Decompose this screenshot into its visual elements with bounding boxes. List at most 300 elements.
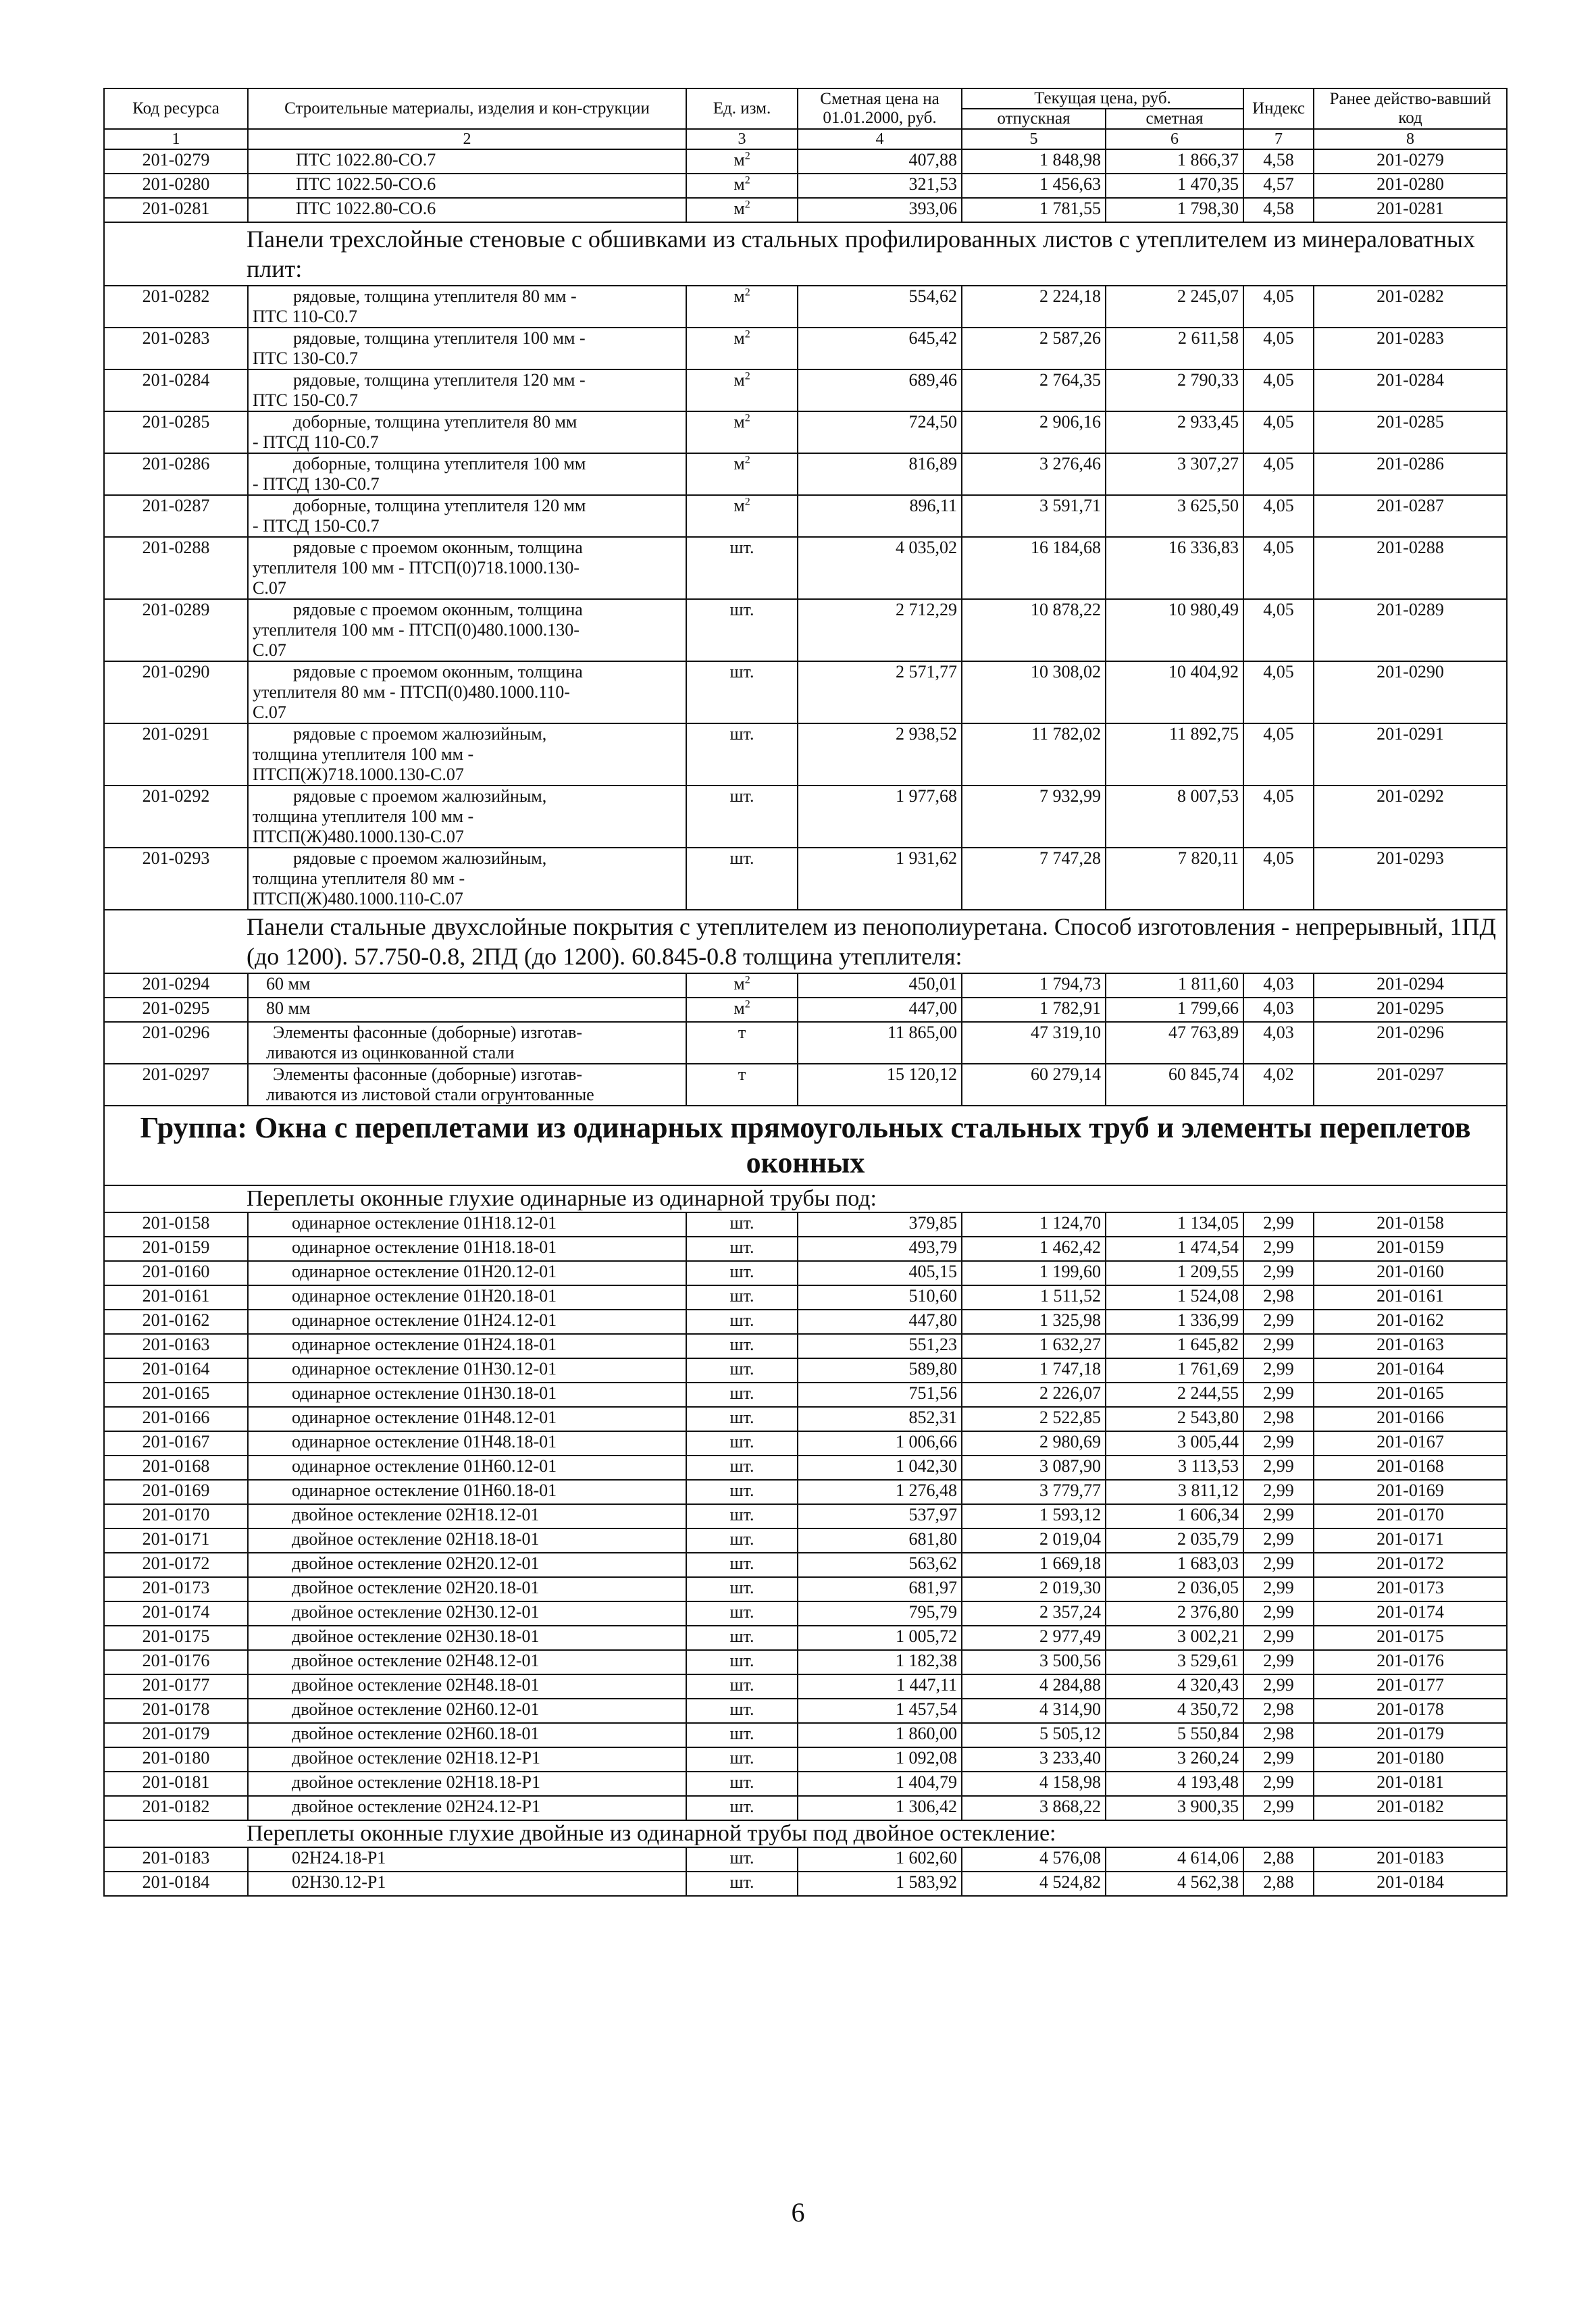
prev-code-cell: 201-0172 xyxy=(1314,1553,1507,1577)
name-line: рядовые с проемом оконным, толщина xyxy=(293,538,583,557)
estimate-price-cell: 4 193,48 xyxy=(1106,1772,1243,1796)
release-price-cell: 4 314,90 xyxy=(962,1699,1106,1723)
unit-cell: шт. xyxy=(686,1601,798,1626)
prev-code-cell: 201-0297 xyxy=(1314,1064,1507,1106)
code-cell: 201-0282 xyxy=(104,286,248,328)
col-number: 5 xyxy=(962,129,1106,149)
table-row xyxy=(104,1456,1507,1480)
name-line: рядовые, толщина утеплителя 100 мм - xyxy=(293,328,586,348)
price-cell: 393,06 xyxy=(798,198,962,222)
unit-cell xyxy=(686,848,798,910)
estimate-price-cell: 60 845,74 xyxy=(1106,1064,1243,1106)
code-cell: 201-0283 xyxy=(104,328,248,369)
code-cell: 201-0158 xyxy=(104,1212,248,1237)
unit-label: м xyxy=(733,454,745,473)
unit-cell xyxy=(686,786,798,848)
name-cell: двойное остекление 02Н20.18-01 xyxy=(248,1577,686,1601)
estimate-price-cell: 1 606,34 xyxy=(1106,1504,1243,1528)
price-cell: 1 404,79 xyxy=(798,1772,962,1796)
code-cell: 201-0177 xyxy=(104,1674,248,1699)
name-line: рядовые с проемом жалюзийным, xyxy=(293,724,547,744)
estimate-price-cell: 2 244,55 xyxy=(1106,1383,1243,1407)
release-price-cell: 1 794,73 xyxy=(962,973,1106,998)
index-cell: 2,99 xyxy=(1243,1431,1314,1456)
price-cell: 2 712,29 xyxy=(798,599,962,661)
code-cell: 201-0287 xyxy=(104,495,248,537)
code-cell: 201-0167 xyxy=(104,1431,248,1456)
unit-exponent: 2 xyxy=(744,454,750,466)
unit-exponent: 2 xyxy=(744,286,750,299)
estimate-price-cell: 2 543,80 xyxy=(1106,1407,1243,1431)
name-line: 60 мм xyxy=(266,974,311,994)
unit-label: шт. xyxy=(729,786,754,806)
release-price-cell: 16 184,68 xyxy=(962,537,1106,599)
prev-code-cell: 201-0175 xyxy=(1314,1626,1507,1650)
name-line: утеплителя 80 мм - ПТСП(0)480.1000.110- xyxy=(253,682,570,702)
table-row xyxy=(104,1285,1507,1310)
unit-exponent: 2 xyxy=(744,199,750,211)
price-cell: 551,23 xyxy=(798,1334,962,1358)
estimate-price-cell: 1 470,35 xyxy=(1106,174,1243,198)
unit-cell xyxy=(686,1064,798,1106)
unit-exponent: 2 xyxy=(744,496,750,508)
unit-cell xyxy=(686,198,798,222)
table-row xyxy=(104,328,1507,369)
index-cell: 2,99 xyxy=(1243,1212,1314,1237)
name-cell: одинарное остекление 01Н24.12-01 xyxy=(248,1310,686,1334)
prev-code-cell: 201-0176 xyxy=(1314,1650,1507,1674)
estimate-price-cell: 3 002,21 xyxy=(1106,1626,1243,1650)
unit-cell: шт. xyxy=(686,1796,798,1820)
name-cell xyxy=(248,537,686,599)
price-cell: 450,01 xyxy=(798,973,962,998)
unit-label: м xyxy=(733,286,745,306)
code-cell: 201-0163 xyxy=(104,1334,248,1358)
price-cell: 589,80 xyxy=(798,1358,962,1383)
code-cell: 201-0173 xyxy=(104,1577,248,1601)
estimate-price-cell: 4 350,72 xyxy=(1106,1699,1243,1723)
prev-code-cell: 201-0164 xyxy=(1314,1358,1507,1383)
unit-label: м xyxy=(733,998,745,1018)
index-cell: 2,99 xyxy=(1243,1358,1314,1383)
name-cell xyxy=(248,723,686,786)
release-price-cell: 3 087,90 xyxy=(962,1456,1106,1480)
release-price-cell: 3 500,56 xyxy=(962,1650,1106,1674)
estimate-price-cell: 3 900,35 xyxy=(1106,1796,1243,1820)
estimate-price-cell: 3 113,53 xyxy=(1106,1456,1243,1480)
name-cell: ПТС 1022.80-СО.7 xyxy=(248,149,686,174)
release-price-cell: 1 848,98 xyxy=(962,149,1106,174)
name-cell: одинарное остекление 01Н30.12-01 xyxy=(248,1358,686,1383)
price-cell: 11 865,00 xyxy=(798,1022,962,1064)
prev-code-cell: 201-0168 xyxy=(1314,1456,1507,1480)
unit-cell xyxy=(686,453,798,495)
prev-code-cell: 201-0170 xyxy=(1314,1504,1507,1528)
release-price-cell: 60 279,14 xyxy=(962,1064,1106,1106)
name-cell: двойное остекление 02Н48.12-01 xyxy=(248,1650,686,1674)
table-row xyxy=(104,599,1507,661)
index-cell: 4,02 xyxy=(1243,1064,1314,1106)
release-price-cell: 1 781,55 xyxy=(962,198,1106,222)
name-cell: одинарное остекление 01Н18.18-01 xyxy=(248,1237,686,1261)
index-cell: 2,99 xyxy=(1243,1601,1314,1626)
unit-cell xyxy=(686,661,798,723)
price-table xyxy=(103,88,1508,1897)
name-line: толщина утеплителя 80 мм - xyxy=(253,869,465,888)
name-line: ПТСП(Ж)718.1000.130-С.07 xyxy=(253,765,464,784)
name-cell xyxy=(248,495,686,537)
table-row xyxy=(104,149,1507,174)
name-cell: одинарное остекление 01Н20.18-01 xyxy=(248,1285,686,1310)
name-cell xyxy=(248,998,686,1022)
prev-code-cell: 201-0288 xyxy=(1314,537,1507,599)
table-row xyxy=(104,786,1507,848)
price-table-sheet xyxy=(103,88,1506,1897)
code-cell: 201-0294 xyxy=(104,973,248,998)
code-cell: 201-0288 xyxy=(104,537,248,599)
release-price-cell: 1 199,60 xyxy=(962,1261,1106,1285)
unit-cell: шт. xyxy=(686,1285,798,1310)
code-cell: 201-0164 xyxy=(104,1358,248,1383)
table-row xyxy=(104,1847,1507,1872)
name-cell xyxy=(248,328,686,369)
name-cell: одинарное остекление 01Н30.18-01 xyxy=(248,1383,686,1407)
estimate-price-cell: 1 683,03 xyxy=(1106,1553,1243,1577)
group-title-row xyxy=(104,1106,1507,1185)
unit-cell: шт. xyxy=(686,1650,798,1674)
table-row xyxy=(104,1310,1507,1334)
index-cell: 4,03 xyxy=(1243,973,1314,998)
price-cell: 645,42 xyxy=(798,328,962,369)
prev-code-cell: 201-0159 xyxy=(1314,1237,1507,1261)
estimate-price-cell: 1 134,05 xyxy=(1106,1212,1243,1237)
name-line: утеплителя 100 мм - ПТСП(0)718.1000.130- xyxy=(253,558,580,577)
unit-label: м xyxy=(733,199,745,218)
table-row xyxy=(104,198,1507,222)
index-cell: 4,05 xyxy=(1243,723,1314,786)
estimate-price-cell: 4 320,43 xyxy=(1106,1674,1243,1699)
name-line: 80 мм xyxy=(266,998,311,1018)
table-row xyxy=(104,411,1507,453)
unit-cell: шт. xyxy=(686,1747,798,1772)
estimate-price-cell: 1 798,30 xyxy=(1106,198,1243,222)
price-cell: 1 583,92 xyxy=(798,1872,962,1896)
prev-code-cell: 201-0291 xyxy=(1314,723,1507,786)
prev-code-cell: 201-0183 xyxy=(1314,1847,1507,1872)
release-price-cell: 3 779,77 xyxy=(962,1480,1106,1504)
index-cell: 2,99 xyxy=(1243,1237,1314,1261)
index-cell: 2,99 xyxy=(1243,1528,1314,1553)
name-cell: двойное остекление 02Н48.18-01 xyxy=(248,1674,686,1699)
table-row xyxy=(104,1699,1507,1723)
name-cell: ПТС 1022.50-СО.6 xyxy=(248,174,686,198)
index-cell: 4,57 xyxy=(1243,174,1314,198)
name-cell: двойное остекление 02Н20.12-01 xyxy=(248,1553,686,1577)
column-number-row xyxy=(104,129,1507,149)
prev-code-cell: 201-0171 xyxy=(1314,1528,1507,1553)
price-cell: 1 447,11 xyxy=(798,1674,962,1699)
unit-cell xyxy=(686,723,798,786)
unit-cell: шт. xyxy=(686,1577,798,1601)
index-cell: 2,99 xyxy=(1243,1747,1314,1772)
name-line: С.07 xyxy=(253,578,286,598)
unit-cell: шт. xyxy=(686,1847,798,1872)
code-cell: 201-0175 xyxy=(104,1626,248,1650)
table-row xyxy=(104,1747,1507,1772)
release-price-cell: 2 019,04 xyxy=(962,1528,1106,1553)
index-cell: 2,88 xyxy=(1243,1872,1314,1896)
price-cell: 1 931,62 xyxy=(798,848,962,910)
code-cell: 201-0286 xyxy=(104,453,248,495)
estimate-price-cell: 3 811,12 xyxy=(1106,1480,1243,1504)
estimate-price-cell: 1 336,99 xyxy=(1106,1310,1243,1334)
unit-label: шт. xyxy=(729,724,754,744)
table-row xyxy=(104,1407,1507,1431)
header-unit: Ед. изм. xyxy=(686,88,798,129)
index-cell: 4,03 xyxy=(1243,998,1314,1022)
code-cell: 201-0290 xyxy=(104,661,248,723)
table-row xyxy=(104,537,1507,599)
table-row xyxy=(104,848,1507,910)
index-cell: 4,05 xyxy=(1243,537,1314,599)
header-estimate: сметная xyxy=(1106,109,1243,129)
name-cell: одинарное остекление 01Н60.12-01 xyxy=(248,1456,686,1480)
name-line: С.07 xyxy=(253,702,286,722)
unit-exponent: 2 xyxy=(744,412,750,424)
price-cell: 1 092,08 xyxy=(798,1747,962,1772)
price-cell: 15 120,12 xyxy=(798,1064,962,1106)
prev-code-cell: 201-0160 xyxy=(1314,1261,1507,1285)
estimate-price-cell: 2 790,33 xyxy=(1106,369,1243,411)
unit-cell xyxy=(686,1022,798,1064)
prev-code-cell: 201-0295 xyxy=(1314,998,1507,1022)
estimate-price-cell: 1 524,08 xyxy=(1106,1285,1243,1310)
unit-label: м xyxy=(733,150,745,170)
price-cell: 1 457,54 xyxy=(798,1699,962,1723)
release-price-cell: 1 593,12 xyxy=(962,1504,1106,1528)
estimate-price-cell: 5 550,84 xyxy=(1106,1723,1243,1747)
code-cell: 201-0289 xyxy=(104,599,248,661)
subsection-heading-row xyxy=(104,1820,1507,1847)
release-price-cell: 2 906,16 xyxy=(962,411,1106,453)
index-cell: 2,99 xyxy=(1243,1334,1314,1358)
price-cell: 1 306,42 xyxy=(798,1796,962,1820)
table-row xyxy=(104,1650,1507,1674)
index-cell: 2,99 xyxy=(1243,1796,1314,1820)
code-cell: 201-0184 xyxy=(104,1872,248,1896)
price-cell: 405,15 xyxy=(798,1261,962,1285)
table-row xyxy=(104,1626,1507,1650)
price-cell: 1 006,66 xyxy=(798,1431,962,1456)
index-cell: 2,88 xyxy=(1243,1847,1314,1872)
release-price-cell: 2 522,85 xyxy=(962,1407,1106,1431)
release-price-cell: 1 325,98 xyxy=(962,1310,1106,1334)
index-cell: 2,99 xyxy=(1243,1310,1314,1334)
estimate-price-cell: 1 799,66 xyxy=(1106,998,1243,1022)
col-number: 7 xyxy=(1243,129,1314,149)
prev-code-cell: 201-0284 xyxy=(1314,369,1507,411)
table-row xyxy=(104,495,1507,537)
prev-code-cell: 201-0181 xyxy=(1314,1772,1507,1796)
unit-cell: шт. xyxy=(686,1872,798,1896)
col-number: 1 xyxy=(104,129,248,149)
name-cell: двойное остекление 02Н18.18-01 xyxy=(248,1528,686,1553)
name-line: рядовые с проемом оконным, толщина xyxy=(293,600,583,619)
release-price-cell: 2 226,07 xyxy=(962,1383,1106,1407)
unit-cell: шт. xyxy=(686,1456,798,1480)
section-heading-row xyxy=(104,222,1507,286)
unit-exponent: 2 xyxy=(744,328,750,340)
name-cell: двойное остекление 02Н60.18-01 xyxy=(248,1723,686,1747)
price-cell: 4 035,02 xyxy=(798,537,962,599)
name-line: ПТС 150-С0.7 xyxy=(253,390,358,410)
name-cell xyxy=(248,661,686,723)
price-cell: 563,62 xyxy=(798,1553,962,1577)
name-cell: одинарное остекление 01Н24.18-01 xyxy=(248,1334,686,1358)
code-cell: 201-0293 xyxy=(104,848,248,910)
prev-code-cell: 201-0162 xyxy=(1314,1310,1507,1334)
price-cell: 751,56 xyxy=(798,1383,962,1407)
release-price-cell: 5 505,12 xyxy=(962,1723,1106,1747)
code-cell: 201-0296 xyxy=(104,1022,248,1064)
unit-cell: шт. xyxy=(686,1772,798,1796)
code-cell: 201-0292 xyxy=(104,786,248,848)
index-cell: 4,05 xyxy=(1243,786,1314,848)
prev-code-cell: 201-0169 xyxy=(1314,1480,1507,1504)
table-row xyxy=(104,1553,1507,1577)
table-row xyxy=(104,1431,1507,1456)
code-cell: 201-0165 xyxy=(104,1383,248,1407)
prev-code-cell: 201-0281 xyxy=(1314,198,1507,222)
header-materials: Строительные материалы, изделия и кон-струкции xyxy=(248,88,686,129)
prev-code-cell: 201-0173 xyxy=(1314,1577,1507,1601)
table-row xyxy=(104,998,1507,1022)
table-row xyxy=(104,1237,1507,1261)
name-cell xyxy=(248,599,686,661)
subsection-heading: Переплеты оконные глухие двойные из одинарной трубы под двойное остекление: xyxy=(104,1820,1507,1847)
code-cell: 201-0295 xyxy=(104,998,248,1022)
release-price-cell: 3 868,22 xyxy=(962,1796,1106,1820)
unit-cell xyxy=(686,495,798,537)
table-row xyxy=(104,1261,1507,1285)
release-price-cell: 2 587,26 xyxy=(962,328,1106,369)
price-cell: 447,80 xyxy=(798,1310,962,1334)
price-cell: 795,79 xyxy=(798,1601,962,1626)
name-cell: 02Н24.18-Р1 xyxy=(248,1847,686,1872)
estimate-price-cell: 1 209,55 xyxy=(1106,1261,1243,1285)
prev-code-cell: 201-0177 xyxy=(1314,1674,1507,1699)
table-row xyxy=(104,1723,1507,1747)
name-line: утеплителя 100 мм - ПТСП(0)480.1000.130- xyxy=(253,620,580,640)
name-line: ПТС 110-С0.7 xyxy=(253,307,358,326)
header-estimate-price: Сметная цена на 01.01.2000, руб. xyxy=(798,88,962,129)
prev-code-cell: 201-0290 xyxy=(1314,661,1507,723)
table-row xyxy=(104,1358,1507,1383)
index-cell: 2,99 xyxy=(1243,1772,1314,1796)
index-cell: 4,05 xyxy=(1243,328,1314,369)
table-row xyxy=(104,369,1507,411)
header-release: отпускная xyxy=(962,109,1106,129)
release-price-cell: 7 747,28 xyxy=(962,848,1106,910)
header-current-price: Текущая цена, руб. xyxy=(962,88,1243,109)
price-cell: 1 602,60 xyxy=(798,1847,962,1872)
name-line: - ПТСД 110-С0.7 xyxy=(253,432,379,452)
prev-code-cell: 201-0158 xyxy=(1314,1212,1507,1237)
code-cell: 201-0281 xyxy=(104,198,248,222)
unit-label: м xyxy=(733,174,745,194)
release-price-cell: 1 462,42 xyxy=(962,1237,1106,1261)
estimate-price-cell: 1 811,60 xyxy=(1106,973,1243,998)
col-number: 8 xyxy=(1314,129,1507,149)
release-price-cell: 3 233,40 xyxy=(962,1747,1106,1772)
prev-code-cell: 201-0184 xyxy=(1314,1872,1507,1896)
name-cell: двойное остекление 02Н18.12-01 xyxy=(248,1504,686,1528)
name-cell: одинарное остекление 01Н48.12-01 xyxy=(248,1407,686,1431)
code-cell: 201-0169 xyxy=(104,1480,248,1504)
prev-code-cell: 201-0166 xyxy=(1314,1407,1507,1431)
unit-label: м xyxy=(733,412,745,432)
name-cell xyxy=(248,1022,686,1064)
code-cell: 201-0297 xyxy=(104,1064,248,1106)
code-cell: 201-0166 xyxy=(104,1407,248,1431)
code-cell: 201-0280 xyxy=(104,174,248,198)
table-row xyxy=(104,661,1507,723)
estimate-price-cell: 11 892,75 xyxy=(1106,723,1243,786)
prev-code-cell: 201-0279 xyxy=(1314,149,1507,174)
code-cell: 201-0182 xyxy=(104,1796,248,1820)
code-cell: 201-0159 xyxy=(104,1237,248,1261)
unit-cell xyxy=(686,328,798,369)
price-cell: 407,88 xyxy=(798,149,962,174)
unit-label: шт. xyxy=(729,538,754,557)
code-cell: 201-0161 xyxy=(104,1285,248,1310)
prev-code-cell: 201-0282 xyxy=(1314,286,1507,328)
name-cell xyxy=(248,786,686,848)
name-cell: одинарное остекление 01Н48.18-01 xyxy=(248,1431,686,1456)
prev-code-cell: 201-0286 xyxy=(1314,453,1507,495)
prev-code-cell: 201-0296 xyxy=(1314,1022,1507,1064)
release-price-cell: 1 632,27 xyxy=(962,1334,1106,1358)
name-line: доборные, толщина утеплителя 120 мм xyxy=(293,496,586,515)
section-heading: Панели стальные двухслойные покрытия с утеплителем из пенополиуретана. Способ изготовления - непрерывный, 1ПД (до 1200). 57.750-0.8, 2ПД (до 1200). 60.845-0.8 толщина утеплителя: xyxy=(104,910,1507,973)
release-price-cell: 47 319,10 xyxy=(962,1022,1106,1064)
index-cell: 4,58 xyxy=(1243,149,1314,174)
name-line: С.07 xyxy=(253,640,286,660)
index-cell: 2,99 xyxy=(1243,1383,1314,1407)
unit-cell: шт. xyxy=(686,1310,798,1334)
index-cell: 2,98 xyxy=(1243,1285,1314,1310)
index-cell: 2,98 xyxy=(1243,1699,1314,1723)
unit-cell: шт. xyxy=(686,1723,798,1747)
name-cell xyxy=(248,973,686,998)
index-cell: 2,99 xyxy=(1243,1626,1314,1650)
table-row xyxy=(104,1022,1507,1064)
table-row xyxy=(104,286,1507,328)
unit-cell xyxy=(686,599,798,661)
index-cell: 4,05 xyxy=(1243,848,1314,910)
unit-exponent: 2 xyxy=(744,998,750,1010)
index-cell: 2,99 xyxy=(1243,1577,1314,1601)
release-price-cell: 2 224,18 xyxy=(962,286,1106,328)
price-cell: 896,11 xyxy=(798,495,962,537)
price-cell: 2 571,77 xyxy=(798,661,962,723)
estimate-price-cell: 2 376,80 xyxy=(1106,1601,1243,1626)
estimate-price-cell: 1 645,82 xyxy=(1106,1334,1243,1358)
estimate-price-cell: 2 611,58 xyxy=(1106,328,1243,369)
prev-code-cell: 201-0285 xyxy=(1314,411,1507,453)
index-cell: 2,99 xyxy=(1243,1480,1314,1504)
release-price-cell: 4 576,08 xyxy=(962,1847,1106,1872)
